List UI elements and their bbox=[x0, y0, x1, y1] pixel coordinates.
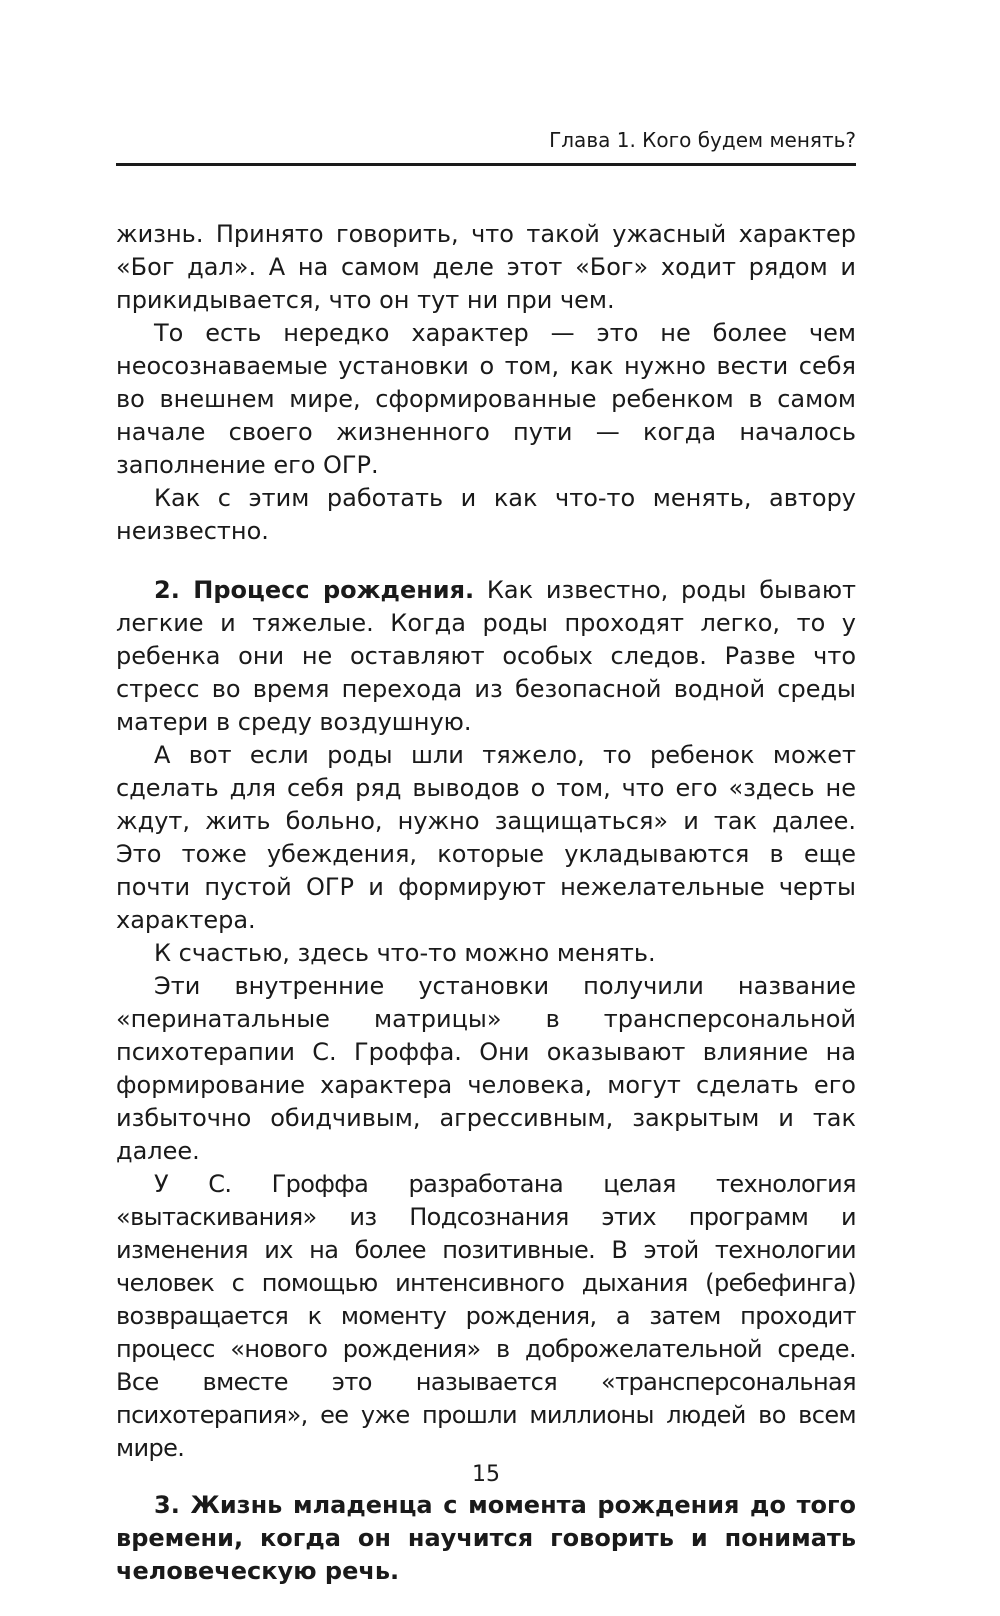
section-lead-birth-process: 2. Процесс рождения. bbox=[154, 576, 475, 604]
paragraph-character: То есть нередко характер — это не более чем неосознаваемые установки о том, как нужно вести себя во внешнем мире, сформированные ребенком в самом начале своего жизненного пути — когда началось заполнение его ОГР. bbox=[116, 319, 856, 479]
paragraph-perinatal-matrices: Эти внутренние установки получили название «перинатальные матрицы» в трансперсональной психотерапии С. Гроффа. Они оказывают влияние на формирование характера человека, могут сделать его избыточно обидчивым, агрессивным, закрытым и так далее. bbox=[116, 972, 856, 1165]
body-text bbox=[116, 218, 856, 1612]
paragraph-birth-process bbox=[116, 574, 856, 739]
page-number: 15 bbox=[472, 1462, 500, 1487]
section-heading-infant-life: 3. Жизнь младенца с момента рождения до того времени, когда он научится говорить и понимать человеческую речь. bbox=[116, 1491, 856, 1585]
running-head: Глава 1. Кого будем менять? bbox=[549, 128, 856, 152]
paragraph-fortunately: К счастью, здесь что-то можно менять. bbox=[154, 939, 656, 967]
paragraph-continued: жизнь. Принято говорить, что такой ужасный характер «Бог дал». А на самом деле этот «Бог» ходит рядом и прикидывается, что он тут ни при чем. bbox=[116, 220, 856, 314]
header-rule bbox=[116, 163, 856, 166]
paragraph-hard-birth: А вот если роды шли тяжело, то ребенок может сделать для себя ряд выводов о том, что его «здесь не ждут, жить больно, нужно защищаться» и так далее. Это тоже убеждения, которые укладываются в еще почти пустой ОГР и формируют нежелательные черты характера. bbox=[116, 741, 856, 934]
paragraph-birth-process-text: Как известно, роды бывают легкие и тяжелые. Когда роды проходят легко, то у ребенка они не оставляют особых следов. Разве что стресс во время перехода из безопасной водной среды матери в среду воздушную. bbox=[116, 576, 856, 736]
paragraph-groff-technology: У С. Гроффа разработана целая технология «вытаскивания» из Подсознания этих программ и изменения их на более позитивные. В этой технологии человек с помощью интенсивного дыхания (ребефинга) возвращается к моменту рождения, а затем проходит процесс «нового рождения» в доброжелательной среде. Все вместе это называется «трансперсональная психотерапия», ее уже прошли миллионы людей во всем мире. bbox=[116, 1170, 856, 1462]
paragraph-unknown: Как с этим работать и как что-то менять, автору неизвестно. bbox=[116, 484, 856, 545]
book-page bbox=[116, 0, 856, 1616]
